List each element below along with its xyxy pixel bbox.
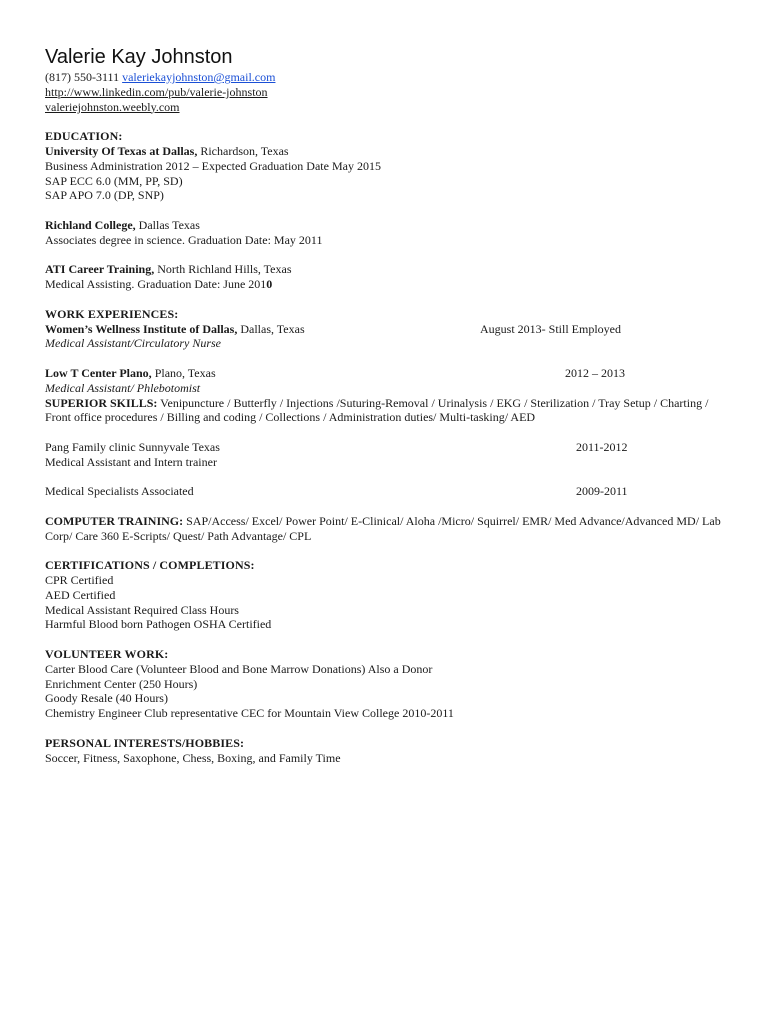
volunteer-item: Carter Blood Care (Volunteer Blood and Bone Marrow Donations) Also a Donor <box>45 661 433 676</box>
work-heading: WORK EXPERIENCES: <box>45 306 179 321</box>
school-ati: ATI Career Training, North Richland Hills, Texas <box>45 262 292 277</box>
school-line: Associates degree in science. Graduation Date: May 2011 <box>45 232 323 247</box>
volunteer-heading: VOLUNTEER WORK: <box>45 647 169 662</box>
certification-item: Medical Assistant Required Class Hours <box>45 602 239 617</box>
resume-name: Valerie Kay Johnston <box>45 46 233 68</box>
job-title: Medical Assistant/Circulatory Nurse <box>45 336 221 351</box>
volunteer-item: Enrichment Center (250 Hours) <box>45 676 198 691</box>
job-entry: Medical Specialists Associated 2009-2011 <box>45 484 628 499</box>
volunteer-item: Chemistry Engineer Club representative CEC for Mountain View College 2010-2011 <box>45 706 454 721</box>
job-title: Medical Assistant and Intern trainer <box>45 454 217 469</box>
email-link[interactable]: valeriekayjohnston@gmail.com <box>122 70 276 84</box>
job-entry: Women’s Wellness Institute of Dallas, Dallas, Texas August 2013- Still Employed <box>45 321 621 336</box>
website-link[interactable]: valeriejohnston.weebly.com <box>45 99 180 114</box>
school-line: SAP APO 7.0 (DP, SNP) <box>45 188 164 203</box>
job-dates: 2012 – 2013 <box>565 365 625 380</box>
school-utd: University Of Texas at Dallas, Richardson, Texas <box>45 143 289 158</box>
school-line: Medical Assisting. Graduation Date: June 2010 <box>45 277 273 292</box>
certifications-heading: CERTIFICATIONS / COMPLETIONS: <box>45 558 255 573</box>
job-entry: Low T Center Plano, Plano, Texas 2012 – 2013 <box>45 365 625 380</box>
linkedin-link[interactable]: http://www.linkedin.com/pub/valerie-johnston <box>45 84 268 99</box>
job-entry: Pang Family clinic Sunnyvale Texas 2011-2012 <box>45 439 628 454</box>
job-dates: August 2013- Still Employed <box>480 321 621 336</box>
school-line: SAP ECC 6.0 (MM, PP, SD) <box>45 173 183 188</box>
job-dates: 2011-2012 <box>576 439 628 454</box>
job-title: Medical Assistant/ Phlebotomist <box>45 380 201 395</box>
school-line: Business Administration 2012 – Expected Graduation Date May 2015 <box>45 158 381 173</box>
interests-heading: PERSONAL INTERESTS/HOBBIES: <box>45 735 245 750</box>
superior-skills: SUPERIOR SKILLS: Venipuncture / Butterfly / Injections /Suturing-Removal / Urinalysis / EKG / Sterilization / Tray Setup / Charting / Front office procedures / Billing and coding / Collections / Administration duties/ Multi-tasking/ AED <box>45 395 709 425</box>
resume-page <box>45 44 735 765</box>
education-heading: EDUCATION: <box>45 129 123 144</box>
interests-text: Soccer, Fitness, Saxophone, Chess, Boxing, and Family Time <box>45 750 341 765</box>
certification-item: CPR Certified <box>45 573 114 588</box>
job-dates: 2009-2011 <box>576 484 628 499</box>
certification-item: AED Certified <box>45 587 116 602</box>
computer-training: COMPUTER TRAINING: SAP/Access/ Excel/ Power Point/ E-Clinical/ Aloha /Micro/ Squirrel/ EMR/ Med Advance/Advanced MD/ Lab Corp/ Care 360 E-Scripts/ Quest/ Path Advantage/ CPL <box>45 513 721 543</box>
phone-number: (817) 550-3111 <box>45 70 120 84</box>
volunteer-item: Goody Resale (40 Hours) <box>45 691 168 706</box>
contact-line <box>45 70 735 85</box>
school-richland: Richland College, Dallas Texas <box>45 217 200 232</box>
certification-item: Harmful Blood born Pathogen OSHA Certified <box>45 617 272 632</box>
